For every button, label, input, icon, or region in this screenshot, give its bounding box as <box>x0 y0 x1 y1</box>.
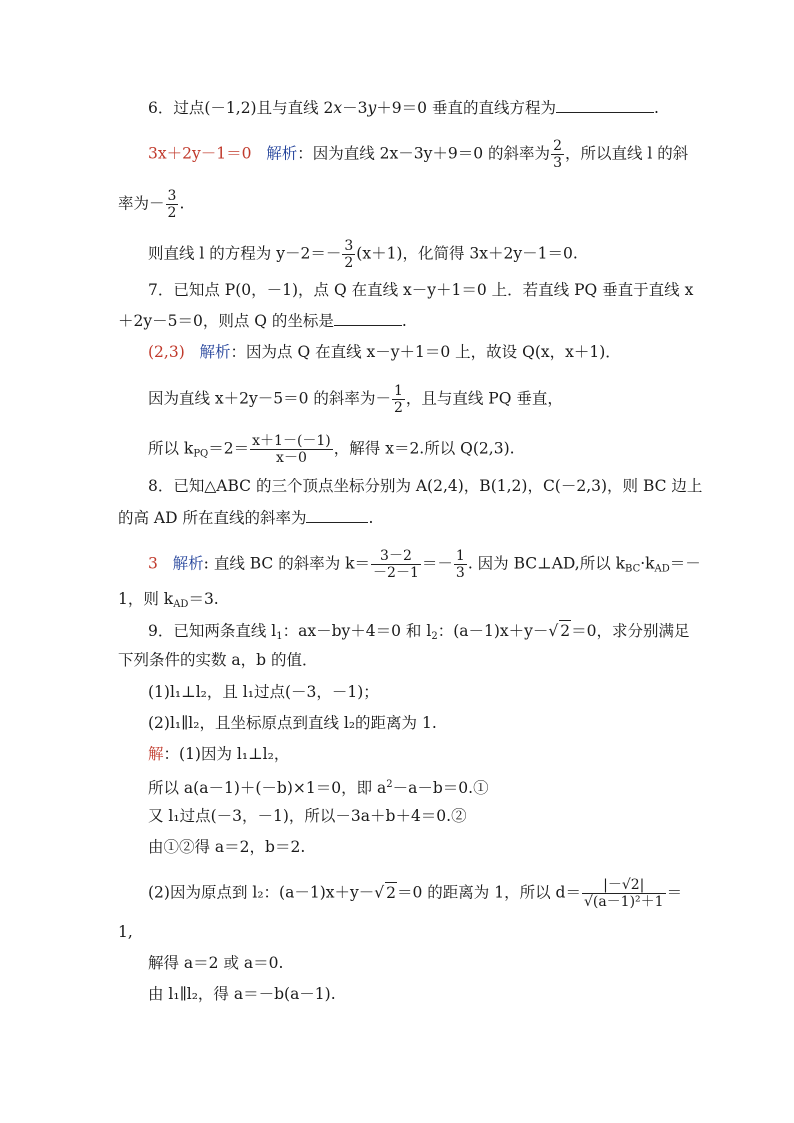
q7-analysis-line1: (2,3) 解析：因为点 Q 在直线 x－y＋1＝0 上，故设 Q(x，x＋1)． <box>148 343 621 361</box>
q9-solution-line1: 解：(1)因为 l₁⊥l₂， <box>148 745 290 763</box>
q7-answer: (2,3) <box>148 343 185 361</box>
q9-solution-label: 解 <box>148 745 164 763</box>
answer-blank <box>334 311 402 326</box>
fraction: $\frac{x+1-(-1)}{x-0}$ <box>252 433 331 466</box>
answer-blank <box>306 508 368 523</box>
q9-solution-line8: 由 l₁∥l₂，得 a＝－b(a－1). <box>148 985 336 1003</box>
q9-solution-line3: 又 l₁过点(－3，－1)，所以－3a＋b＋4＝0.② <box>148 807 467 825</box>
q8-answer: 3 <box>148 554 158 573</box>
q6-answer: 3x＋2y－1＝0 <box>148 144 252 163</box>
q8-stem-line1: 8．已知△ABC 的三个顶点坐标分别为 A(2,4)，B(1,2)，C(－2,3)，则 BC 边上 <box>148 477 703 495</box>
q9-stem-line1: 9．已知两条直线 $l_1$：ax－by＋4＝0 和 $l_2$：(a－1)x＋y－√ 2＝0，求分别满足 <box>148 622 690 642</box>
q8-stem-line2: 的高 AD 所在直线的斜率为 . <box>118 509 374 527</box>
q9-solution-line5: (2)因为原点到 l₂：(a－1)x＋y－√ 2＝0 的距离为 1，所以 d＝ $\frac{|-√2|}{\text{√(a－1)²＋1}}$ ＝ <box>148 877 683 910</box>
q8-analysis-label: 解析 <box>172 554 204 573</box>
q6-analysis-line1: 3x＋2y－1＝0 解析：因为直线 2x－3y＋9＝0 的斜率为 $\frac{2}{3}$ ，所以直线 l 的斜 <box>148 138 689 171</box>
q7-stem-line2: ＋2y－5＝0，则点 Q 的坐标是 . <box>118 312 407 330</box>
q9-stem-line2: 下列条件的实数 a，b 的值． <box>118 651 318 669</box>
q9-condition-1: (1)l₁⊥l₂，且 l₁过点(－3，－1)； <box>148 683 379 701</box>
fraction: $\frac{2}{3}$ <box>553 138 562 171</box>
q9-solution-line2: 所以 a(a－1)＋(－b)×1＝0，即 $a^2-a-b=0.①$ <box>148 779 489 797</box>
fraction: $\frac{|-√2|}{\text{√(a－1)²＋1}}$ <box>583 877 664 910</box>
fraction: $\frac{1}{2}$ <box>393 383 403 416</box>
q7-analysis-line3: 所以 $k_{PQ}=2=$ $\frac{x+1-(-1)}{x-0}$ ，解得 x＝2.所以 Q(2,3). <box>148 433 515 466</box>
q7-analysis-line2: 因为直线 x＋2y－5＝0 的斜率为－ $\frac{1}{2}$ ，且与直线 PQ 垂直， <box>148 383 563 416</box>
q7-stem-line1: 7．已知点 P(0，－1)，点 Q 在直线 x－y＋1＝0 上．若直线 PQ 垂直于直线 x <box>148 281 694 299</box>
q9-condition-2: (2)l₁∥l₂，且坐标原点到直线 l₂的距离为 1. <box>148 714 437 732</box>
q7-analysis-label: 解析 <box>199 343 231 361</box>
fraction: $\frac{1}{3}$ <box>455 548 465 581</box>
q9-solution-line4: 由①②得 a＝2，b＝2. <box>148 838 306 856</box>
q8-analysis-line1: 3 解析: 直线 BC 的斜率为 k＝ $\frac{3-2}{-2-1}$ ＝－ $\frac{1}{3}$ . 因为 BC⊥AD,所以 $k_{BC}\cdot k_{AD}=-$ <box>148 548 701 581</box>
q8-analysis-line2: 1，则 $k_{AD}=3$. <box>118 590 219 610</box>
q6-analysis-line2: 率为－ $\frac{3}{2}$ . <box>118 188 185 221</box>
q9-solution-line7: 解得 a＝2 或 a＝0. <box>148 954 284 972</box>
fraction: $\frac{3-2}{-2-1}$ <box>373 548 419 581</box>
q9-solution-line6: 1, <box>118 923 133 941</box>
fraction: $\frac{3}{2}$ <box>344 238 354 271</box>
q6-analysis-label: 解析 <box>266 144 298 163</box>
q6-analysis-line3: 则直线 l 的方程为 y－2＝－ $\frac{3}{2}$ (x＋1)，化简得 3x＋2y－1＝0. <box>148 238 578 271</box>
fraction: $\frac{3}{2}$ <box>167 188 177 221</box>
q6-stem: 6．过点(－1,2)且与直线 2x－3y＋9＝0 垂直的直线方程为 . <box>148 99 659 117</box>
answer-blank <box>556 98 654 113</box>
